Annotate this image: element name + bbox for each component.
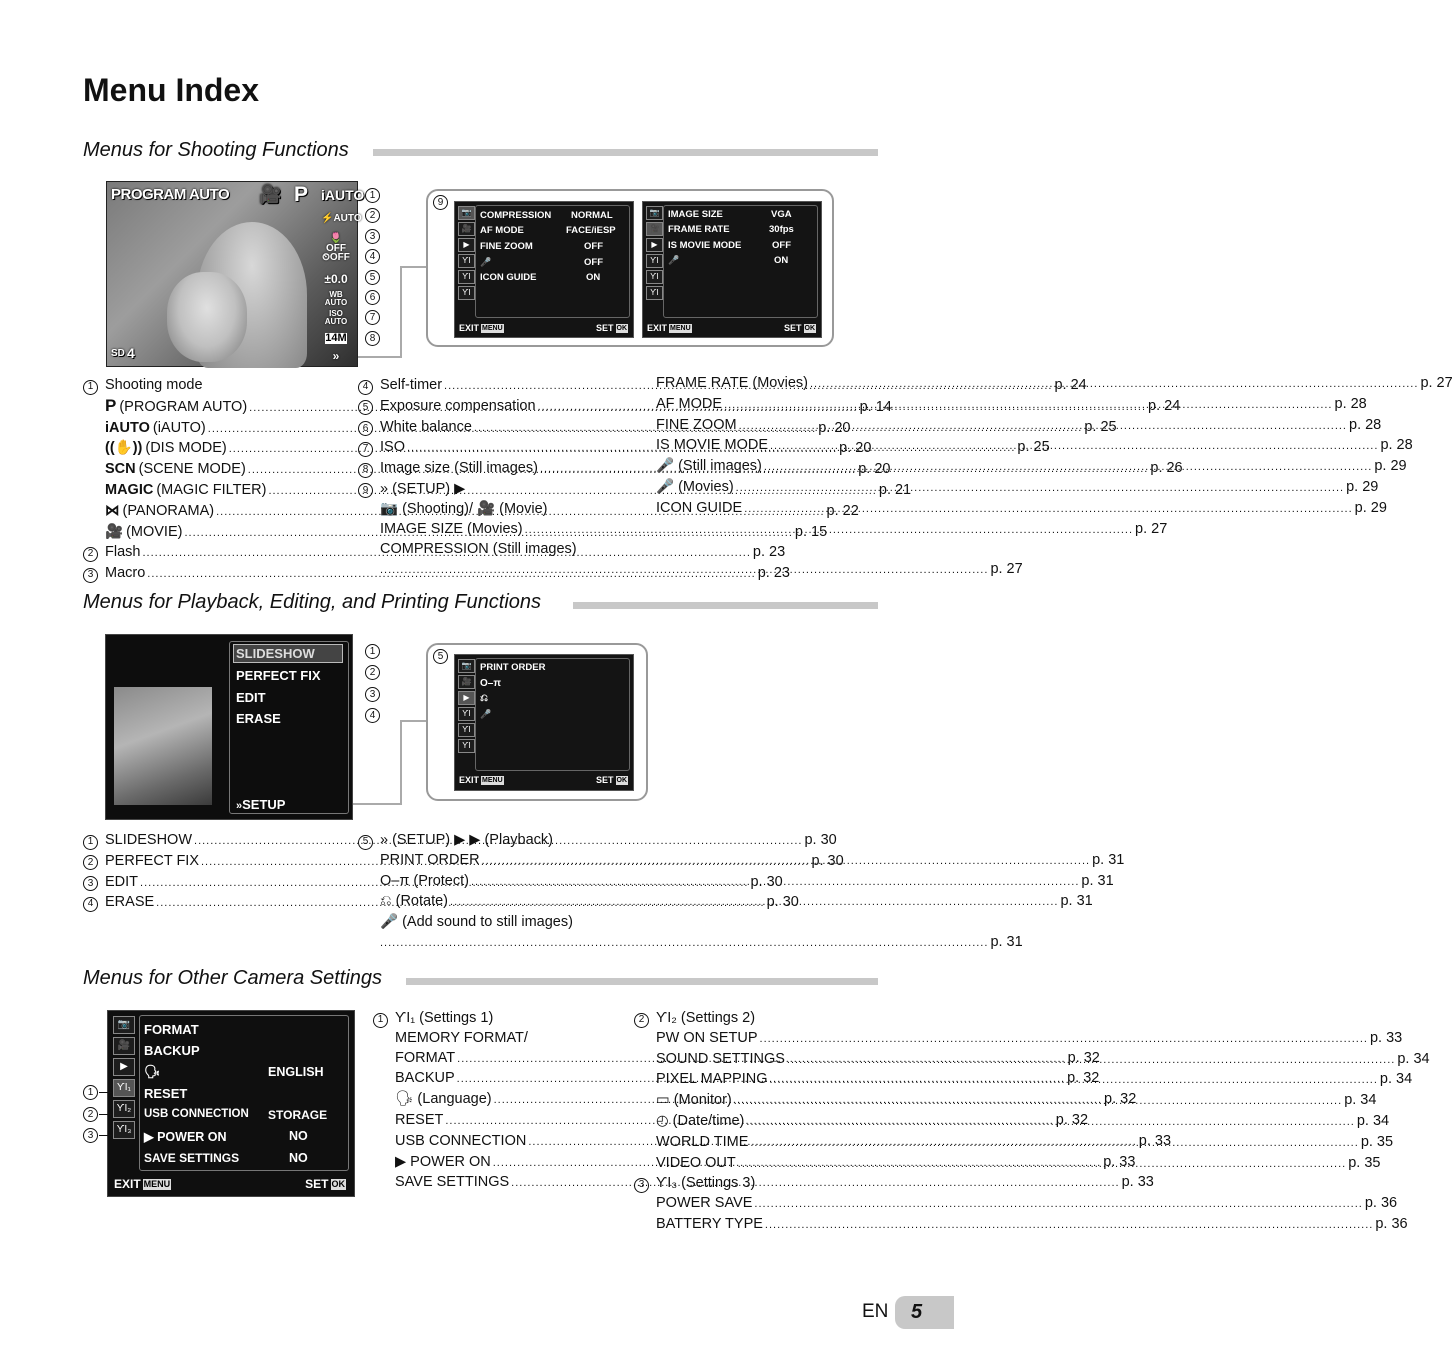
- dis-mode-icon: ((✋)): [105, 440, 143, 457]
- menu-tabs: [646, 206, 664, 302]
- menu-row-value: OFF: [584, 257, 603, 268]
- program-icon: P: [105, 395, 117, 415]
- index-entry: 1 ƳI₁ (Settings 1): [373, 1009, 617, 1029]
- settings2-tab-icon[interactable]: ƳI₂: [113, 1100, 135, 1118]
- index-entry: 📷 (Shooting)/ 🎥 (Movie): [380, 500, 548, 517]
- setup-icon: »: [236, 800, 243, 812]
- index-entry: IMAGE SIZE (Movies) ..... p. 27: [358, 520, 602, 541]
- connector-line: [400, 720, 428, 722]
- index-entry: VIDEO OUT ..... p. 35: [634, 1154, 878, 1175]
- index-entry: SAVE SETTINGS ..... p. 33: [373, 1173, 617, 1194]
- index-entry: ⎌ (Rotate) ..... p. 31: [358, 892, 602, 913]
- callout-2: 2: [83, 1107, 98, 1122]
- callout-8: 8: [365, 331, 380, 346]
- index-entry: FORMAT ..... p. 32: [373, 1049, 617, 1070]
- index-entry: ▭ (Monitor) ..... p. 34: [634, 1091, 878, 1112]
- section-divider: [573, 602, 878, 609]
- movie-tab-icon[interactable]: 🎥: [646, 222, 663, 236]
- index-entry: 9 » (SETUP) ▶: [358, 480, 602, 500]
- index-entry: POWER SAVE ..... p. 36: [634, 1194, 878, 1215]
- iauto-icon: iAUTO: [321, 187, 365, 203]
- menu-row-value: VGA: [771, 209, 792, 220]
- index-entry: RESET ..... p. 32: [373, 1111, 617, 1132]
- page-number: 5: [895, 1296, 954, 1329]
- language-value: ENGLISH: [268, 1065, 324, 1079]
- index-entry: ⋈ (PANORAMA) ..... p. 22: [83, 502, 327, 523]
- connector-line: [353, 803, 402, 805]
- menu-item-edit[interactable]: EDIT: [236, 690, 266, 705]
- shots-remaining: 4: [127, 345, 135, 361]
- settings3-tab-icon[interactable]: ƳI₃: [113, 1121, 135, 1139]
- settings1-tab-icon[interactable]: ƳI₁: [113, 1079, 135, 1097]
- playback-tab-icon[interactable]: ▶: [646, 238, 663, 252]
- movie-tab-icon[interactable]: 🎥: [458, 675, 475, 689]
- playback-menu-screen: [105, 634, 353, 820]
- index-entry: iAUTO (iAUTO) ..... p. 20: [83, 419, 327, 440]
- movie-tab-icon[interactable]: 🎥: [458, 222, 475, 236]
- settings3-tab-icon[interactable]: ƳI: [646, 286, 663, 300]
- menu-tabs: [458, 206, 476, 302]
- index-entry: O–π (Protect) ..... p. 31: [358, 872, 602, 893]
- index-entry: 3 Macro ..... p. 23: [83, 564, 327, 585]
- index-entry: 6 White balance ..... p. 25: [358, 418, 602, 439]
- language-icon[interactable]: 🗣: [144, 1064, 161, 1079]
- magic-filter-icon: MAGIC: [105, 481, 154, 498]
- index-entry: 🎤 (Movies) ..... p. 29: [656, 478, 878, 499]
- exit-button[interactable]: EXIT MENU: [114, 1177, 171, 1191]
- index-entry: 8 Image size (Still images) ..... p. 26: [358, 459, 602, 480]
- index-entry: 1 Shooting mode: [83, 376, 327, 396]
- menu-row-value: ON: [774, 255, 789, 266]
- movie-mode-icon: 🎥: [259, 184, 282, 204]
- camera-tab-icon[interactable]: 📷: [458, 659, 475, 673]
- callout-4: 4: [365, 249, 380, 264]
- movie-menu-screen: [642, 201, 822, 338]
- callout-2: 2: [365, 665, 380, 680]
- playback-tab-icon[interactable]: ▶: [458, 238, 475, 252]
- menu-item-usb-connection[interactable]: USB CONNECTION: [144, 1108, 249, 1120]
- menu-row-value: NORMAL: [571, 210, 613, 221]
- settings1-tab-icon[interactable]: ƳI: [458, 254, 475, 268]
- playback-photo: [114, 687, 212, 805]
- menu-item-perfect-fix[interactable]: PERFECT FIX: [236, 668, 321, 683]
- set-button[interactable]: SET OK: [783, 323, 815, 333]
- index-entry: COMPRESSION (Still images): [380, 541, 577, 558]
- leader-line: [99, 1114, 112, 1115]
- page-title: Menu Index: [83, 72, 260, 108]
- settings3-tab-icon[interactable]: ƳI: [458, 739, 475, 753]
- index-entry: 3 ƳI₃ (Settings 3): [634, 1174, 878, 1194]
- callout-1: 1: [83, 1085, 98, 1100]
- callout-3: 3: [365, 229, 380, 244]
- microphone-icon[interactable]: 🎤: [480, 709, 492, 719]
- setup-icon: »: [332, 349, 340, 363]
- index-entry: ▶ POWER ON ..... p. 33: [373, 1153, 617, 1174]
- callout-1: 1: [365, 188, 380, 203]
- connector-line: [400, 266, 428, 268]
- exposure-icon: ±0.0: [324, 272, 348, 286]
- scene-mode-icon: SCN: [105, 461, 136, 478]
- set-button[interactable]: SET OK: [595, 775, 627, 785]
- menu-item-print-order[interactable]: PRINT ORDER: [480, 662, 546, 673]
- camera-tab-icon[interactable]: 📷: [113, 1016, 135, 1034]
- rotate-icon[interactable]: ⎌: [480, 693, 488, 704]
- camera-tab-icon[interactable]: 📷: [646, 206, 663, 220]
- exit-button[interactable]: EXIT MENU: [647, 323, 691, 333]
- index-entry: BATTERY TYPE ..... p. 36: [634, 1215, 878, 1236]
- usb-connection-value: STORAGE: [268, 1108, 328, 1122]
- callout-3: 3: [365, 687, 380, 702]
- menu-row-label[interactable]: IMAGE SIZE: [668, 209, 723, 220]
- menu-tabs: [458, 659, 476, 755]
- index-entry: 4 ERASE ..... p. 30: [83, 893, 327, 914]
- shooting-screen-photo: [106, 181, 365, 367]
- menu-row-label[interactable]: IS MOVIE MODE: [668, 240, 742, 251]
- section-title-playback: Menus for Playback, Editing, and Printing Functions: [83, 591, 542, 613]
- callout-3: 3: [83, 1128, 98, 1143]
- menu-row-value: OFF: [772, 240, 791, 251]
- index-entry: PIXEL MAPPING ..... p. 34: [634, 1070, 878, 1091]
- index-entry: PRINT ORDER ..... p. 31: [358, 851, 602, 872]
- connector-line: [358, 356, 402, 358]
- index-entry: 2 Flash ..... p. 23: [83, 543, 327, 564]
- iso-icon: ISO AUTO: [324, 309, 348, 326]
- image-size-icon: 14M: [325, 332, 347, 344]
- index-entry: BACKUP ..... p. 32: [373, 1069, 617, 1090]
- callout-9: 9: [433, 195, 448, 210]
- index-entry: 1 SLIDESHOW ..... p. 30: [83, 831, 327, 852]
- callout-5: 5: [365, 270, 380, 285]
- mode-label: PROGRAM AUTO: [111, 186, 230, 203]
- menu-row-value: FACE/iESP: [566, 225, 616, 236]
- settings1-tab-icon[interactable]: ƳI: [458, 707, 475, 721]
- menu-row-label[interactable]: 🎤: [668, 255, 680, 265]
- set-button[interactable]: SET OK: [305, 1177, 345, 1191]
- index-entry: ..... p. 27: [358, 560, 602, 581]
- index-entry: ..... p. 31: [358, 933, 602, 954]
- menu-item-slideshow[interactable]: SLIDESHOW: [236, 646, 315, 661]
- menu-row-label[interactable]: COMPRESSION: [480, 210, 552, 221]
- settings2-tab-icon[interactable]: ƳI: [646, 270, 663, 284]
- menu-item-setup[interactable]: »SETUP: [236, 797, 286, 812]
- protect-icon[interactable]: O–π: [480, 678, 501, 689]
- index-entry: MAGIC (MAGIC FILTER) ..... p. 21: [83, 481, 327, 502]
- index-entry: SCN (SCENE MODE) ..... p. 20: [83, 460, 327, 481]
- index-entry: IS MOVIE MODE ..... p. 28: [656, 436, 878, 457]
- menu-row-value: OFF: [584, 241, 603, 252]
- program-mode-letter: P: [294, 183, 309, 206]
- menu-row-value: 30fps: [769, 224, 794, 235]
- movie-tab-icon[interactable]: 🎥: [113, 1037, 135, 1055]
- index-entry: 2 ƳI₂ (Settings 2): [634, 1009, 878, 1029]
- connector-line: [400, 720, 402, 805]
- callout-4: 4: [365, 708, 380, 723]
- index-entry: 🎤 (Add sound to still images): [380, 914, 573, 931]
- sd-card-icon: SD: [111, 348, 125, 359]
- section-divider: [406, 978, 878, 985]
- menu-tabs: [113, 1016, 137, 1142]
- index-entry: 5 Exposure compensation ..... p. 24: [358, 397, 602, 418]
- index-entry: 7 ISO ..... p. 25: [358, 438, 602, 459]
- callout-1: 1: [365, 644, 380, 659]
- settings1-tab-icon[interactable]: ƳI: [646, 254, 663, 268]
- index-entry: 🗣 (Language) ..... p. 32: [373, 1090, 617, 1111]
- iauto-icon: iAUTO: [105, 419, 150, 436]
- menu-item-reset[interactable]: RESET: [144, 1086, 188, 1101]
- self-timer-icon: ⏲OFF: [322, 252, 350, 263]
- index-entry: 4 Self-timer ..... p. 24: [358, 376, 602, 397]
- menu-row-value: ON: [586, 272, 601, 283]
- leader-line: [99, 1092, 112, 1093]
- menu-list: [663, 205, 818, 318]
- menu-list: [475, 205, 630, 318]
- movie-icon: 🎥: [105, 523, 124, 540]
- menu-list: [475, 658, 630, 771]
- settings3-tab-icon[interactable]: ƳI: [458, 286, 475, 300]
- macro-icon: 🌷OFF: [326, 233, 346, 254]
- callout-6: 6: [365, 290, 380, 305]
- playback-menu-list: [229, 641, 349, 814]
- callout-7: 7: [365, 310, 380, 325]
- shooting-menu-screen: [454, 201, 634, 338]
- save-settings-value: NO: [289, 1151, 308, 1165]
- leader-line: [99, 1135, 112, 1136]
- menu-row-label[interactable]: FINE ZOOM: [480, 241, 533, 252]
- playback-setup-screen: [454, 654, 634, 791]
- section-divider: [373, 149, 878, 156]
- index-entry: P (PROGRAM AUTO) ..... p. 14: [83, 396, 327, 419]
- menu-item-erase[interactable]: ERASE: [236, 711, 281, 726]
- power-on-value: NO: [289, 1129, 308, 1143]
- index-entry: ICON GUIDE ..... p. 29: [656, 499, 878, 520]
- flash-icon: ⚡AUTO: [321, 213, 362, 224]
- index-entry: 5 » (SETUP) ▶ ▶ (Playback): [358, 831, 602, 851]
- index-entry: 3 EDIT ..... p. 30: [83, 873, 327, 894]
- callout-5: 5: [433, 649, 448, 664]
- settings2-tab-icon[interactable]: ƳI: [458, 723, 475, 737]
- camera-tab-icon[interactable]: 📷: [458, 206, 475, 220]
- playback-tab-icon[interactable]: ▶: [458, 691, 475, 705]
- panorama-icon: ⋈: [105, 502, 120, 519]
- section-title-shooting: Menus for Shooting Functions: [83, 139, 349, 161]
- index-entry: SOUND SETTINGS ..... p. 34: [634, 1050, 878, 1071]
- index-entry: AF MODE ..... p. 28: [656, 395, 878, 416]
- set-button[interactable]: SET OK: [595, 323, 627, 333]
- exit-button[interactable]: EXIT MENU: [459, 775, 503, 785]
- menu-row-label[interactable]: ICON GUIDE: [480, 272, 537, 283]
- index-entry: 🎤 (Still images) ..... p. 29: [656, 457, 878, 478]
- white-balance-icon: WB AUTO: [324, 290, 348, 307]
- menu-item-save-settings[interactable]: SAVE SETTINGS: [144, 1151, 240, 1165]
- menu-row-label[interactable]: FRAME RATE: [668, 224, 730, 235]
- language-label: EN: [862, 1301, 889, 1322]
- index-entry: FINE ZOOM ..... p. 28: [656, 416, 878, 437]
- index-entry: FRAME RATE (Movies) ..... p. 27: [656, 374, 878, 395]
- index-entry: WORLD TIME ..... p. 35: [634, 1133, 878, 1154]
- menu-row-label[interactable]: AF MODE: [480, 225, 524, 236]
- index-entry: ((✋)) (DIS MODE) ..... p. 20: [83, 439, 327, 460]
- section-title-other: Menus for Other Camera Settings: [83, 967, 383, 989]
- settings2-tab-icon[interactable]: ƳI: [458, 270, 475, 284]
- index-entry: USB CONNECTION ..... p. 33: [373, 1132, 617, 1153]
- menu-row-label[interactable]: 🎤: [480, 257, 492, 267]
- connector-line: [400, 266, 402, 358]
- menu-item-power-on[interactable]: ▶ POWER ON: [144, 1130, 227, 1144]
- exit-button[interactable]: EXIT MENU: [459, 323, 503, 333]
- callout-2: 2: [365, 208, 380, 223]
- index-entry: 🎥 (MOVIE) ..... p. 15: [83, 523, 327, 544]
- index-entry: ◴ (Date/time) ..... p. 34: [634, 1112, 878, 1133]
- baby-figure: [167, 272, 247, 362]
- index-entry: MEMORY FORMAT/: [395, 1029, 528, 1046]
- menu-item-format[interactable]: FORMAT: [144, 1022, 199, 1037]
- settings-menu-screen: [107, 1010, 355, 1197]
- playback-tab-icon[interactable]: ▶: [113, 1058, 135, 1076]
- index-entry: 2 PERFECT FIX ..... p. 30: [83, 852, 327, 873]
- menu-item-backup[interactable]: BACKUP: [144, 1043, 200, 1058]
- index-entry: PW ON SETUP ..... p. 33: [634, 1029, 878, 1050]
